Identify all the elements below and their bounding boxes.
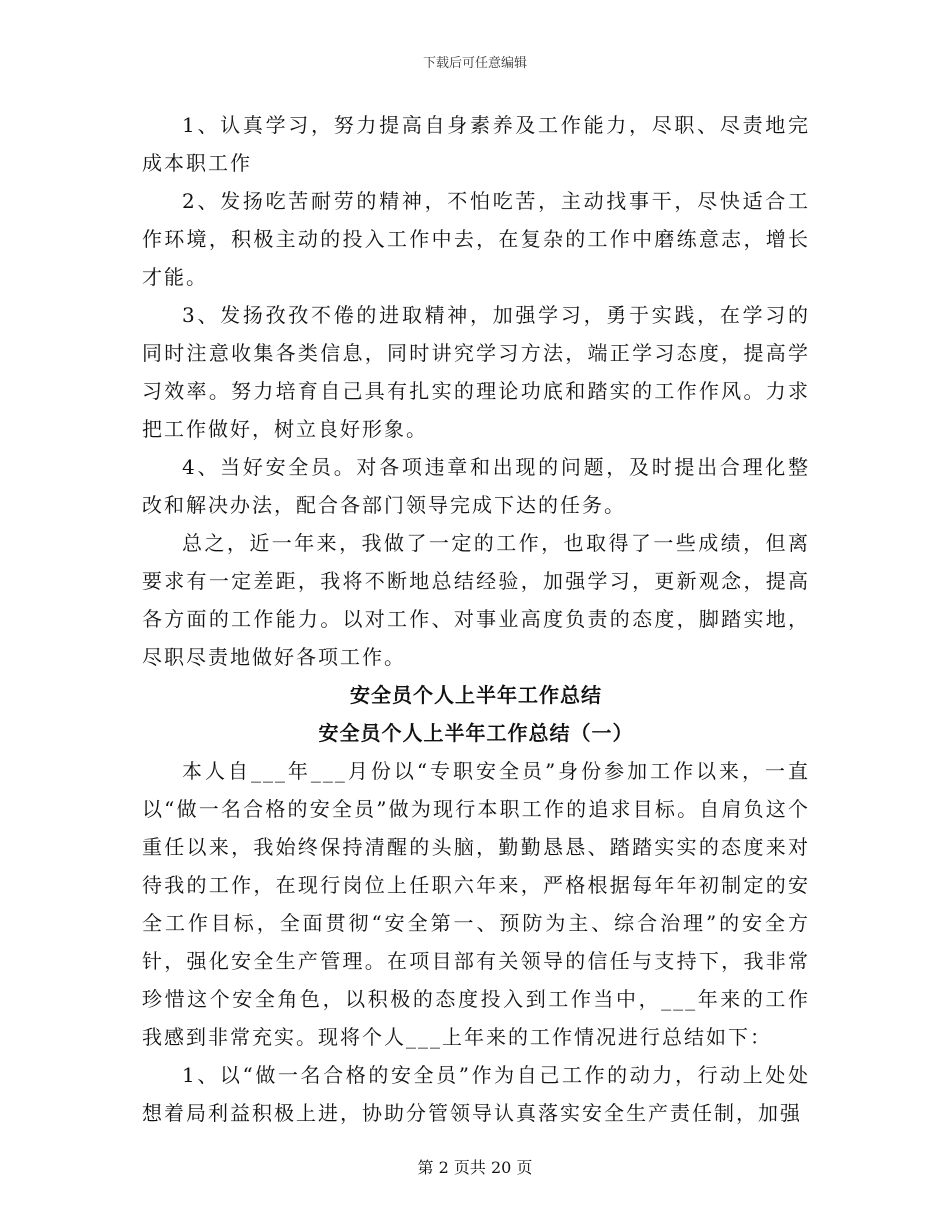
document-body bbox=[142, 106, 810, 1132]
paragraph-item-1: 1、认真学习，努力提高自身素养及工作能力，尽职、尽责地完成本职工作 bbox=[142, 113, 810, 175]
document-title: 安全员个人上半年工作总结 bbox=[350, 683, 602, 707]
paragraph-intro: 本人自___年___月份以“专职安全员”身份参加工作以来，一直以“做一名合格的安全员”做为现行本职工作的追求目标。自肩负这个重任以来，我始终保持清醒的头脑，勤勤恳恳、踏踏实实的态度来对待我的工作，在现行岗位上任职六年来，严格根据每年年初制定的安全工作目标，全面贯彻“安全第一、预防为主、综合治理”的安全方针，强化安全生产管理。在项目部有关领导的信任与支持下，我非常珍惜这个安全角色，以积极的态度投入到工作当中，___年来的工作我感到非常充实。现将个人___上年来的工作情况进行总结如下： bbox=[142, 759, 810, 1049]
paragraph-item-2: 2、发扬吃苦耐劳的精神，不怕吃苦，主动找事干，尽快适合工作环境，积极主动的投入工作中去，在复杂的工作中磨练意志，增长才能。 bbox=[142, 189, 810, 289]
page-number: 第 2 页共 20 页 bbox=[417, 1158, 533, 1177]
paragraph-item-3: 3、发扬孜孜不倦的进取精神，加强学习，勇于实践，在学习的同时注意收集各类信息，同时讲究学习方法，端正学习态度，提高学习效率。努力培育自己具有扎实的理论功底和踏实的工作作风。力求把工作做好，树立良好形象。 bbox=[142, 303, 810, 441]
page-header: 下载后可任意编辑 bbox=[422, 56, 527, 71]
paragraph-summary: 总之，近一年来，我做了一定的工作，也取得了一些成绩，但离要求有一定差距，我将不断地总结经验，加强学习，更新观念，提高各方面的工作能力。以对工作、对事业高度负责的态度，脚踏实地，尽职尽责地做好各项工作。 bbox=[142, 531, 810, 669]
paragraph-item-4: 4、当好安全员。对各项违章和出现的问题，及时提出合理化整改和解决办法，配合各部门领导完成下达的任务。 bbox=[142, 455, 810, 517]
paragraph-point-1: 1、以“做一名合格的安全员”作为自己工作的动力，行动上处处想着局利益积极上进，协助分管领导认真落实安全生产责任制，加强 bbox=[142, 1063, 810, 1125]
document-subtitle: 安全员个人上半年工作总结（一） bbox=[318, 721, 634, 745]
